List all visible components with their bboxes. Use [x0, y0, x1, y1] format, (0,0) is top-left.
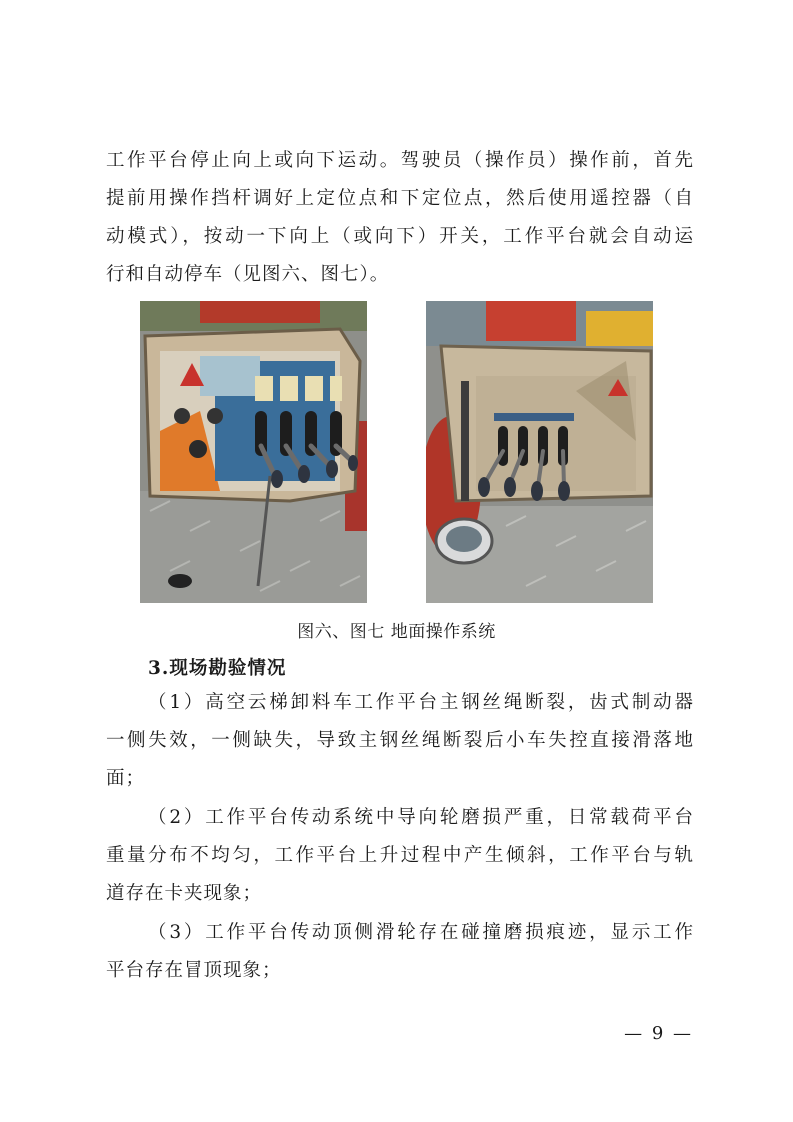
finding-line: （2）工作平台传动系统中导向轮磨损严重，日常载荷平台 [148, 807, 694, 828]
section-heading: 3.现场勘验情况 [148, 658, 287, 679]
finding-line: 重量分布不均匀，工作平台上升过程中产生倾斜，工作平台与轨 [106, 845, 694, 866]
page-number: — 9 — [624, 1023, 693, 1044]
finding-line: 面； [106, 768, 146, 789]
intro-paragraph [106, 142, 694, 294]
ground-control-panel-image [140, 301, 367, 603]
intro-line: 工作平台停止向上或向下运动。驾驶员（操作员）操作前，首先 [106, 150, 694, 171]
intro-line: 提前用操作挡杆调好上定位点和下定位点，然后使用遥控器（自 [106, 188, 694, 209]
ground-control-panel-image [426, 301, 653, 603]
finding-line: 平台存在冒顶现象； [106, 960, 282, 981]
figure-6-photo [140, 301, 367, 603]
finding-item-1 [106, 684, 694, 798]
finding-line: （1）高空云梯卸料车工作平台主钢丝绳断裂，齿式制动器 [148, 692, 694, 713]
figure-7-photo [426, 301, 653, 603]
intro-line: 行和自动停车（见图六、图七）。 [106, 264, 390, 285]
finding-line: 道存在卡夹现象； [106, 883, 263, 904]
intro-line: 动模式），按动一下向上（或向下）开关，工作平台就会自动运 [106, 226, 694, 247]
finding-item-3 [106, 914, 694, 990]
finding-item-2 [106, 799, 694, 913]
figure-caption: 图六、图七 地面操作系统 [297, 622, 496, 642]
finding-line: （3）工作平台传动顶侧滑轮存在碰撞磨损痕迹，显示工作 [148, 922, 694, 943]
finding-line: 一侧失效，一侧缺失，导致主钢丝绳断裂后小车失控直接滑落地 [106, 730, 694, 751]
